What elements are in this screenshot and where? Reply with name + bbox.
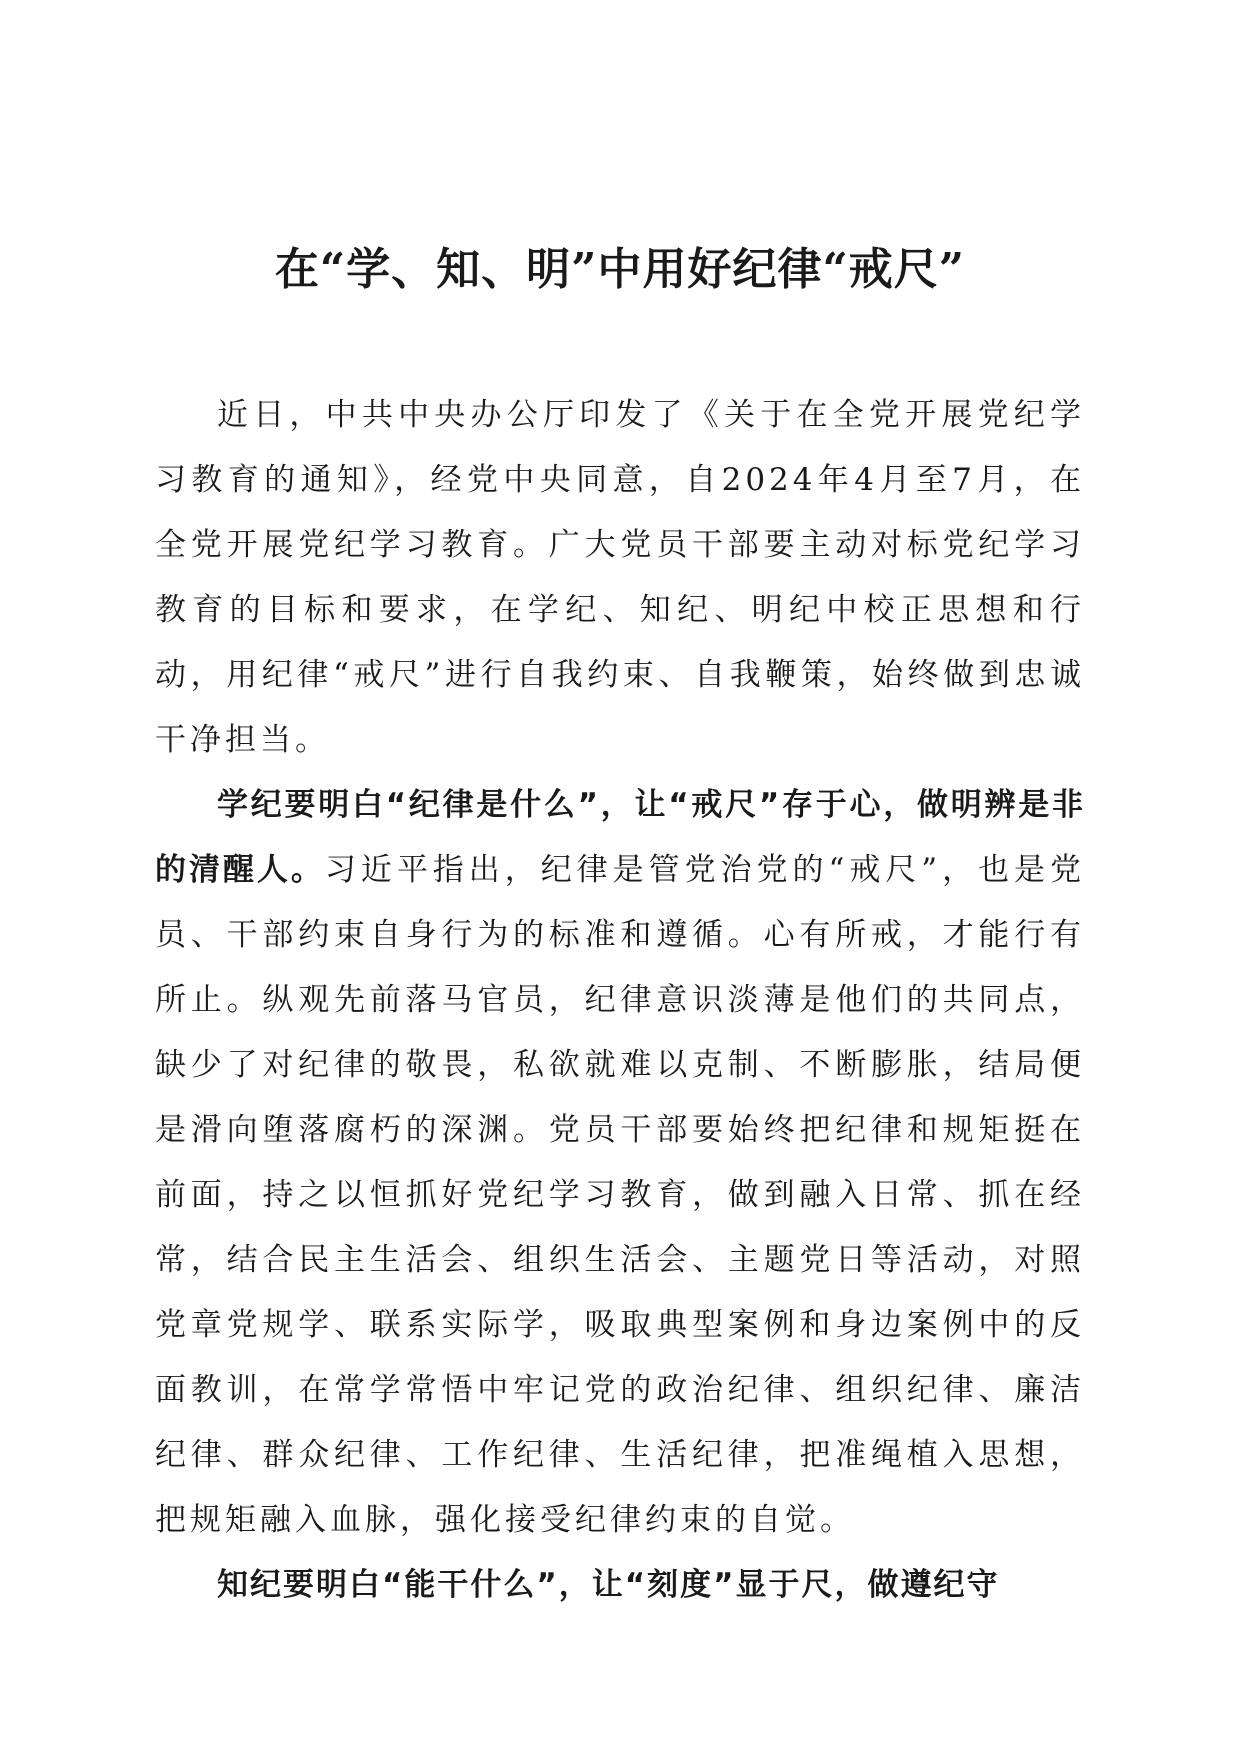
paragraph-text: 习近平指出，纪律是管党治党的“戒尺”，也是党员、干部约束自身行为的标准和遵循。心有所戒，才能行有所止。纵观先前落马官员，纪律意识淡薄是他们的共同点，缺少了对纪律的敬畏，私欲就难以克制、不断膨胀，结局便是滑向堕落腐朽的深渊。党员干部要始终把纪律和规矩挺在前面，持之以恒抓好党纪学习教育，做到融入日常、抓在经常，结合民主生活会、组织生活会、主题党日等活动，对照党章党规学、联系实际学，吸取典型案例和身边案例中的反面教训，在常学常悟中牢记党的政治纪律、组织纪律、廉洁纪律、群众纪律、工作纪律、生活纪律，把准绳植入思想，把规矩融入血脉，强化接受纪律约束的自觉。 bbox=[155, 852, 1086, 1538]
document-body bbox=[155, 383, 1085, 1618]
paragraph-know-discipline bbox=[155, 1553, 1085, 1618]
paragraph-intro bbox=[155, 383, 1085, 773]
paragraph-learn-discipline bbox=[155, 773, 1085, 1553]
paragraph-lead: 知纪要明白“能干什么”，让“刻度”显于尺，做遵纪守 bbox=[217, 1567, 1000, 1603]
paragraph-text: 近日，中共中央办公厅印发了《关于在全党开展党纪学习教育的通知》，经党中央同意，自2024年4月至7月，在全党开展党纪学习教育。广大党员干部要主动对标党纪学习教育的目标和要求，在学纪、知纪、明纪中校正思想和行动，用纪律“戒尺”进行自我约束、自我鞭策，始终做到忠诚干净担当。 bbox=[155, 397, 1085, 758]
paragraph-lead: 学纪要明白“纪律是什么”，让“戒尺”存于心，做明辨是非的清醒人。 bbox=[155, 787, 1085, 888]
document-title: 在“学、知、明”中用好纪律“戒尺” bbox=[274, 244, 966, 295]
